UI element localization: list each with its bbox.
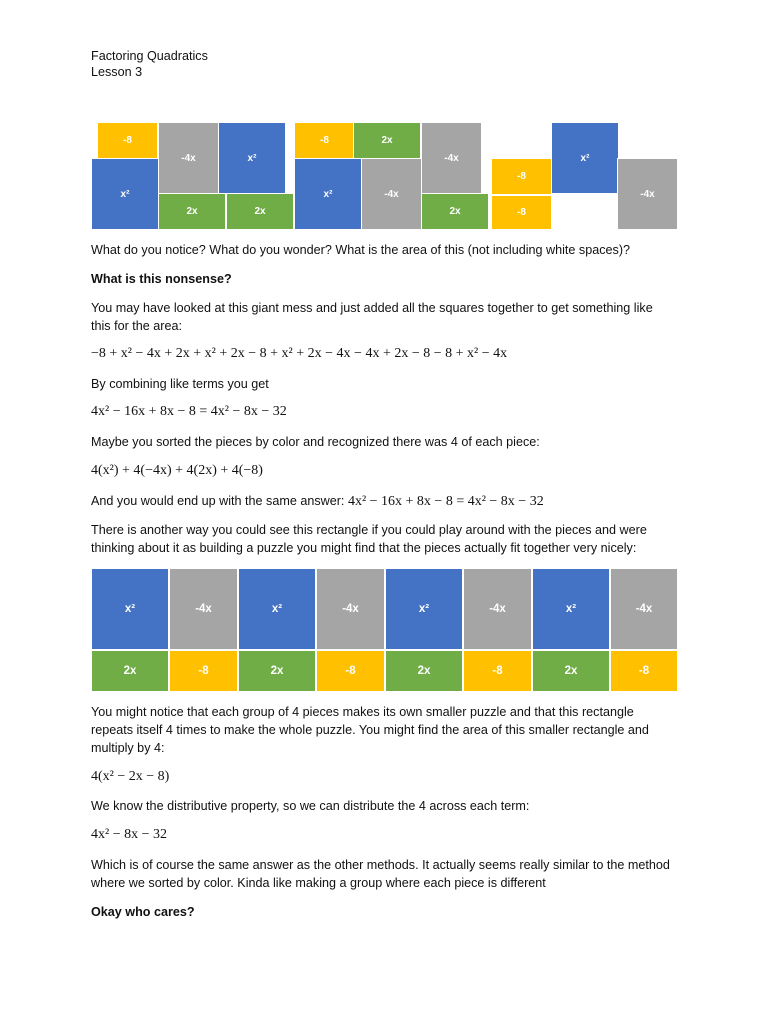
paragraph-line: Which is of course the same answer as the other methods. It actually seems really similar to the method — [91, 858, 670, 872]
tile-neg8: -8 — [491, 158, 552, 195]
tile-neg8: -8 — [169, 650, 238, 692]
tile-neg4x: -4x — [316, 568, 385, 650]
tile-2x: 2x — [532, 650, 610, 692]
tile-2x: 2x — [238, 650, 316, 692]
tile-x-squared: x² — [551, 122, 619, 194]
tile-x-squared: x² — [91, 158, 159, 230]
tile-2x: 2x — [226, 193, 294, 230]
tile-2x: 2x — [158, 193, 226, 230]
tile-neg8: -8 — [97, 122, 158, 159]
tile-x-squared: x² — [385, 568, 463, 650]
question-paragraph: What do you notice? What do you wonder? What is the area of this (not including white spaces)? — [91, 243, 631, 257]
paragraph-line — [91, 493, 544, 510]
paragraph-line: By combining like terms you get — [91, 377, 269, 391]
paragraph-line: You may have looked at this giant mess and just added all the squares together to get something like — [91, 301, 653, 315]
equation-factored: 4(x² − 2x − 8) — [91, 769, 170, 784]
tile-neg4x: -4x — [617, 158, 678, 230]
paragraph-text: And you would end up with the same answer: — [91, 494, 345, 508]
tile-neg4x: -4x — [610, 568, 678, 650]
section-heading: What is this nonsense? — [91, 272, 232, 286]
equation-by-color: 4(x²) + 4(−4x) + 4(2x) + 4(−8) — [91, 463, 263, 478]
document-title: Factoring Quadratics — [91, 49, 208, 63]
tile-neg8: -8 — [316, 650, 385, 692]
tile-x-squared: x² — [238, 568, 316, 650]
tile-x-squared: x² — [532, 568, 610, 650]
lesson-label: Lesson 3 — [91, 65, 143, 79]
tile-neg4x: -4x — [463, 568, 532, 650]
paragraph-line: There is another way you could see this rectangle if you could play around with the pieces and were — [91, 523, 647, 537]
paragraph-line: thinking about it as building a puzzle you might find that the pieces actually fit together very nicely: — [91, 541, 637, 555]
paragraph-line: We know the distributive property, so we can distribute the 4 across each term: — [91, 799, 530, 813]
equation-distributed: 4x² − 8x − 32 — [91, 827, 167, 842]
tile-neg8: -8 — [610, 650, 678, 692]
paragraph-line: where we sorted by color. Kinda like making a group where each piece is different — [91, 876, 546, 890]
equation-sum: −8 + x² − 4x + 2x + x² + 2x − 8 + x² + 2x − 4x − 4x + 2x − 8 − 8 + x² − 4x — [91, 346, 508, 361]
paragraph-line: repeats itself 4 times to make the whole puzzle. You might find the area of this smaller rectangle and — [91, 723, 649, 737]
section-heading: Okay who cares? — [91, 905, 195, 919]
tile-neg8: -8 — [463, 650, 532, 692]
paragraph-line: multiply by 4: — [91, 741, 165, 755]
inline-equation: 4x² − 16x + 8x − 8 = 4x² − 8x − 32 — [347, 494, 544, 509]
tile-x-squared: x² — [218, 122, 286, 194]
tile-2x: 2x — [91, 650, 169, 692]
tile-neg4x: -4x — [158, 122, 219, 194]
tile-2x: 2x — [385, 650, 463, 692]
tile-x-squared: x² — [294, 158, 362, 230]
tile-x-squared: x² — [91, 568, 169, 650]
tile-neg8: -8 — [491, 195, 552, 230]
equation-combined: 4x² − 16x + 8x − 8 = 4x² − 8x − 32 — [91, 404, 287, 419]
paragraph-line: You might notice that each group of 4 pieces makes its own smaller puzzle and that this rectangle — [91, 705, 634, 719]
tile-neg4x: -4x — [169, 568, 238, 650]
tile-neg4x: -4x — [421, 122, 482, 194]
tile-neg4x: -4x — [361, 158, 422, 230]
tile-neg8: -8 — [294, 122, 355, 159]
tile-2x: 2x — [421, 193, 489, 230]
paragraph-line: Maybe you sorted the pieces by color and recognized there was 4 of each piece: — [91, 435, 540, 449]
paragraph-line: this for the area: — [91, 319, 183, 333]
tile-2x: 2x — [353, 122, 421, 159]
